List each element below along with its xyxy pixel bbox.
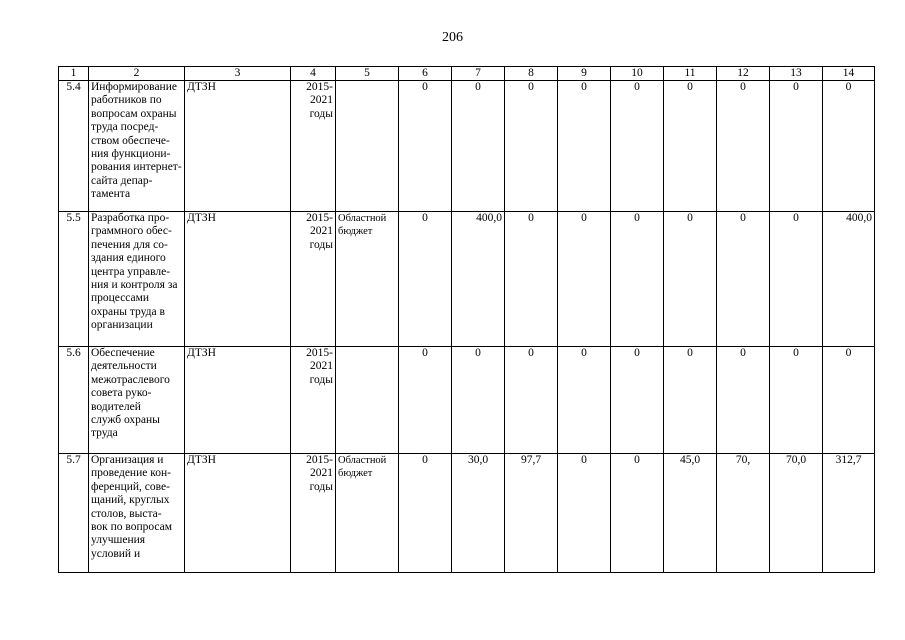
value-cell: 0: [770, 347, 823, 454]
period-line: 2015-: [306, 454, 333, 466]
executor: ДТЗН: [185, 212, 291, 347]
value-cell: 0: [717, 81, 770, 212]
value-cell: 0: [717, 347, 770, 454]
name-line: граммного обес-: [91, 225, 172, 238]
period-line: годы: [309, 480, 333, 493]
period-line: годы: [309, 238, 333, 251]
period-line: 2015-: [306, 347, 333, 359]
source-line: бюджет: [338, 226, 373, 238]
value-cell: 400,0: [823, 212, 875, 347]
name-line: вок по вопросам: [91, 521, 173, 534]
row-number: 5.7: [59, 454, 89, 573]
value-cell: 0: [452, 347, 505, 454]
executor: ДТЗН: [185, 347, 291, 454]
name-line: Разработка про-: [91, 212, 170, 224]
name-line: работников по: [91, 94, 162, 107]
period-line: 2021: [310, 225, 333, 238]
header-cell: 14: [823, 67, 875, 81]
value-cell: 0: [611, 81, 664, 212]
value-cell: 0: [823, 347, 875, 454]
value-cell: 97,7: [505, 454, 558, 573]
name-line: межотраслевого: [91, 373, 170, 386]
value-cell: 0: [505, 81, 558, 212]
funding-source: [336, 212, 399, 347]
measure-name: [89, 81, 185, 212]
name-line: вопросам охраны: [91, 107, 177, 120]
name-line: тамента: [91, 188, 131, 201]
value-cell: 0: [399, 81, 452, 212]
value-cell: 0: [558, 347, 611, 454]
name-line: ния и контроля за: [91, 279, 178, 292]
name-line: рования интернет-: [91, 161, 182, 174]
name-line: охраны труда в: [91, 305, 165, 318]
table-row: [59, 81, 875, 212]
period: [291, 347, 336, 454]
column-number-row: [59, 67, 875, 81]
name-line: ством обеспече-: [91, 134, 170, 147]
value-cell: 0: [664, 347, 717, 454]
header-cell: 6: [399, 67, 452, 81]
value-cell: 0: [611, 347, 664, 454]
value-cell: 400,0: [452, 212, 505, 347]
name-line: организации: [91, 319, 153, 332]
header-cell: 1: [59, 67, 89, 81]
header-cell: 10: [611, 67, 664, 81]
header-cell: 3: [185, 67, 291, 81]
name-line: центра управле-: [91, 265, 171, 278]
value-cell: 45,0: [664, 454, 717, 573]
period-line: 2015-: [306, 81, 333, 93]
table-row: [59, 212, 875, 347]
value-cell: 312,7: [823, 454, 875, 573]
funding-source: [336, 347, 399, 454]
period: [291, 81, 336, 212]
value-cell: 0: [611, 212, 664, 347]
header-cell: 7: [452, 67, 505, 81]
value-cell: 70,: [717, 454, 770, 573]
header-cell: 13: [770, 67, 823, 81]
page-number: 206: [442, 30, 463, 45]
executor: ДТЗН: [185, 454, 291, 573]
value-cell: 0: [558, 454, 611, 573]
name-line: печения для со-: [91, 238, 168, 251]
name-line: здания единого: [91, 252, 166, 265]
table-row: [59, 454, 875, 573]
value-cell: 70,0: [770, 454, 823, 573]
header-cell: 9: [558, 67, 611, 81]
value-cell: 0: [558, 81, 611, 212]
row-number: 5.4: [59, 81, 89, 212]
value-cell: 0: [452, 81, 505, 212]
period-line: 2021: [310, 360, 333, 373]
name-line: столов, выста-: [91, 507, 162, 520]
name-line: деятельности: [91, 360, 157, 373]
period-line: 2021: [310, 94, 333, 107]
value-cell: 0: [558, 212, 611, 347]
name-line: совета руко-: [91, 387, 152, 400]
name-line: сайта депар-: [91, 174, 153, 187]
header-cell: 8: [505, 67, 558, 81]
header-cell: 4: [291, 67, 336, 81]
value-cell: 30,0: [452, 454, 505, 573]
table-row: [59, 347, 875, 454]
value-cell: 0: [611, 454, 664, 573]
name-line: Обеспечение: [91, 347, 155, 359]
value-cell: 0: [770, 81, 823, 212]
funding-source: [336, 454, 399, 573]
executor: ДТЗН: [185, 81, 291, 212]
name-line: труда посред-: [91, 121, 159, 134]
header-cell: 2: [89, 67, 185, 81]
name-line: труда: [91, 427, 118, 440]
measure-name: [89, 212, 185, 347]
name-line: улучшения: [91, 534, 146, 547]
name-line: щаний, круглых: [91, 494, 170, 507]
source-line: Областной: [338, 213, 387, 224]
header-cell: 11: [664, 67, 717, 81]
period-line: 2015-: [306, 212, 333, 224]
value-cell: 0: [399, 454, 452, 573]
value-cell: 0: [505, 347, 558, 454]
name-line: процессами: [91, 292, 150, 305]
value-cell: 0: [770, 212, 823, 347]
value-cell: 0: [664, 212, 717, 347]
name-line: проведение кон-: [91, 467, 171, 480]
header-cell: 5: [336, 67, 399, 81]
period-line: годы: [309, 373, 333, 386]
measure-name: [89, 347, 185, 454]
value-cell: 0: [717, 212, 770, 347]
name-line: водителей: [91, 400, 141, 413]
name-line: служб охраны: [91, 414, 160, 427]
name-line: ференций, сове-: [91, 480, 170, 493]
name-line: Организация и: [91, 454, 164, 466]
value-cell: 0: [399, 347, 452, 454]
period: [291, 454, 336, 573]
measure-name: [89, 454, 185, 573]
row-number: 5.6: [59, 347, 89, 454]
source-line: бюджет: [338, 468, 373, 480]
row-number: 5.5: [59, 212, 89, 347]
name-line: ния функциони-: [91, 148, 171, 161]
value-cell: 0: [823, 81, 875, 212]
name-line: Информирование: [91, 81, 177, 93]
name-line: условий и: [91, 547, 141, 560]
period-line: годы: [309, 107, 333, 120]
funding-source: [336, 81, 399, 212]
value-cell: 0: [505, 212, 558, 347]
value-cell: 0: [399, 212, 452, 347]
period-line: 2021: [310, 467, 333, 480]
program-table: [58, 66, 875, 573]
source-line: Областной: [338, 455, 387, 466]
value-cell: 0: [664, 81, 717, 212]
period: [291, 212, 336, 347]
header-cell: 12: [717, 67, 770, 81]
